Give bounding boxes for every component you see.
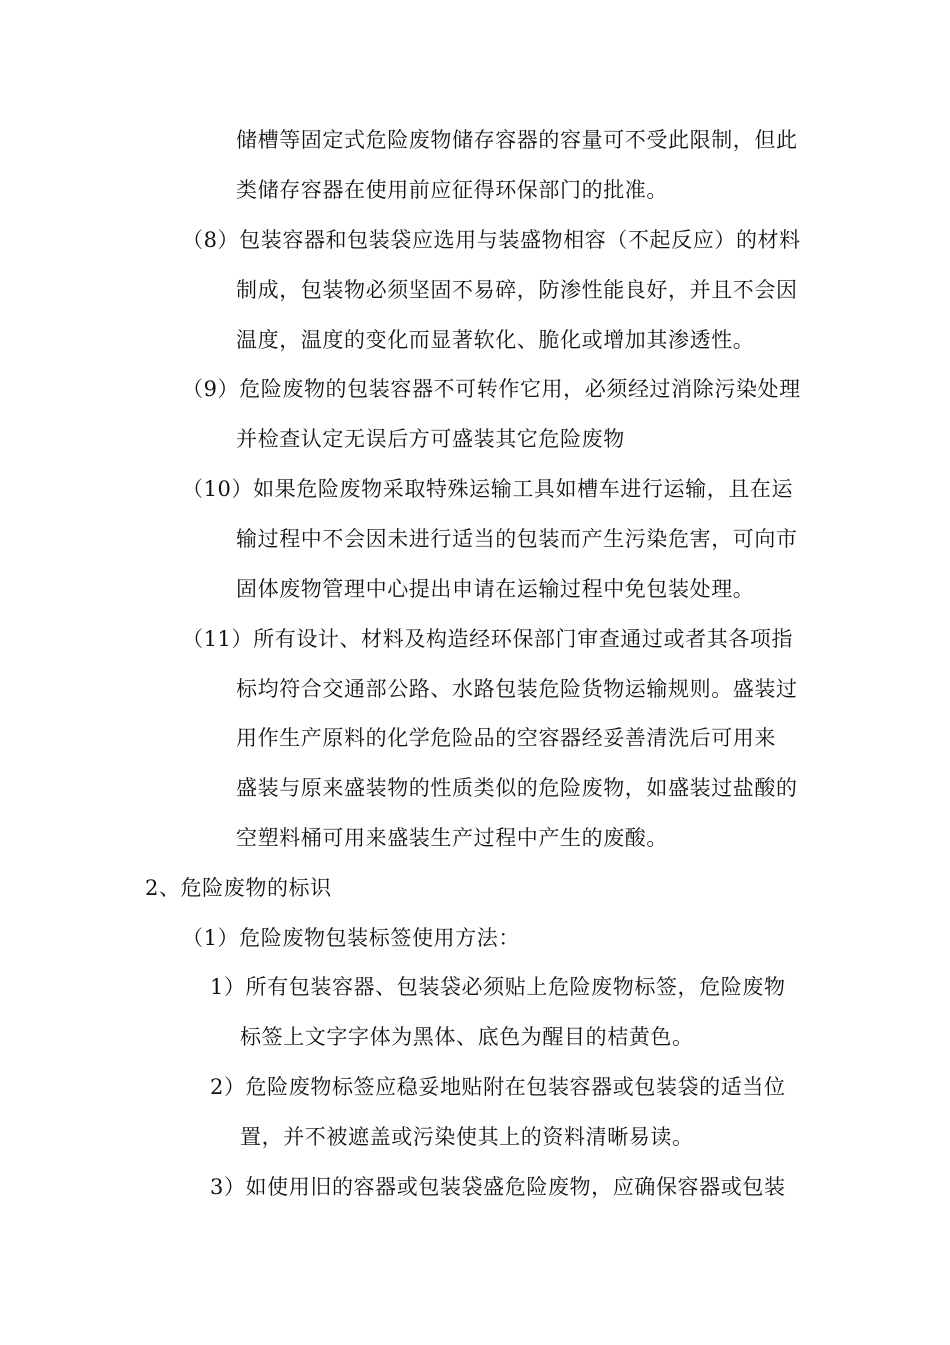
text-line: （11）所有设计、材料及构造经环保部门审查通过或者其各项指 <box>182 627 794 651</box>
text-line: 2）危险废物标签应稳妥地贴附在包装容器或包装袋的适当位 <box>210 1075 786 1099</box>
text-line: 3）如使用旧的容器或包装袋盛危险废物，应确保容器或包装 <box>210 1175 786 1199</box>
text-line: 储槽等固定式危险废物储存容器的容量可不受此限制，但此 <box>236 128 798 152</box>
text-line: 标签上文字字体为黑体、底色为醒目的桔黄色。 <box>240 1025 694 1049</box>
text-line: 温度，温度的变化而显著软化、脆化或增加其渗透性。 <box>236 328 755 352</box>
text-line: （9）危险废物的包装容器不可转作它用，必须经过消除污染处理 <box>182 377 801 401</box>
text-line: 盛装与原来盛装物的性质类似的危险废物，如盛装过盐酸的 <box>236 776 798 800</box>
text-line: （10）如果危险废物采取特殊运输工具如槽车进行运输，且在运 <box>182 477 794 501</box>
section-heading: 2、危险废物的标识 <box>145 876 332 900</box>
text-line: 空塑料桶可用来盛装生产过程中产生的废酸。 <box>236 826 668 850</box>
text-line: 标均符合交通部公路、水路包装危险货物运输规则。盛装过 <box>236 677 798 701</box>
text-line: 1）所有包装容器、包装袋必须贴上危险废物标签，危险废物 <box>210 975 786 999</box>
text-line: 并检查认定无误后方可盛装其它危险废物 <box>236 427 625 451</box>
text-line: 固体废物管理中心提出申请在运输过程中免包装处理。 <box>236 577 755 601</box>
text-line: 置，并不被遮盖或污染使其上的资料清晰易读。 <box>240 1125 694 1149</box>
text-line: 用作生产原料的化学危险品的空容器经妥善清洗后可用来 <box>236 726 776 750</box>
text-line: （8）包装容器和包装袋应选用与装盛物相容（不起反应）的材料 <box>182 228 801 252</box>
text-line: 制成，包装物必须坚固不易碎，防渗性能良好，并且不会因 <box>236 278 798 302</box>
subsection-heading: （1）危险废物包装标签使用方法： <box>182 926 520 950</box>
text-line: 输过程中不会因未进行适当的包装而产生污染危害，可向市 <box>236 527 798 551</box>
text-line: 类储存容器在使用前应征得环保部门的批准。 <box>236 178 668 202</box>
